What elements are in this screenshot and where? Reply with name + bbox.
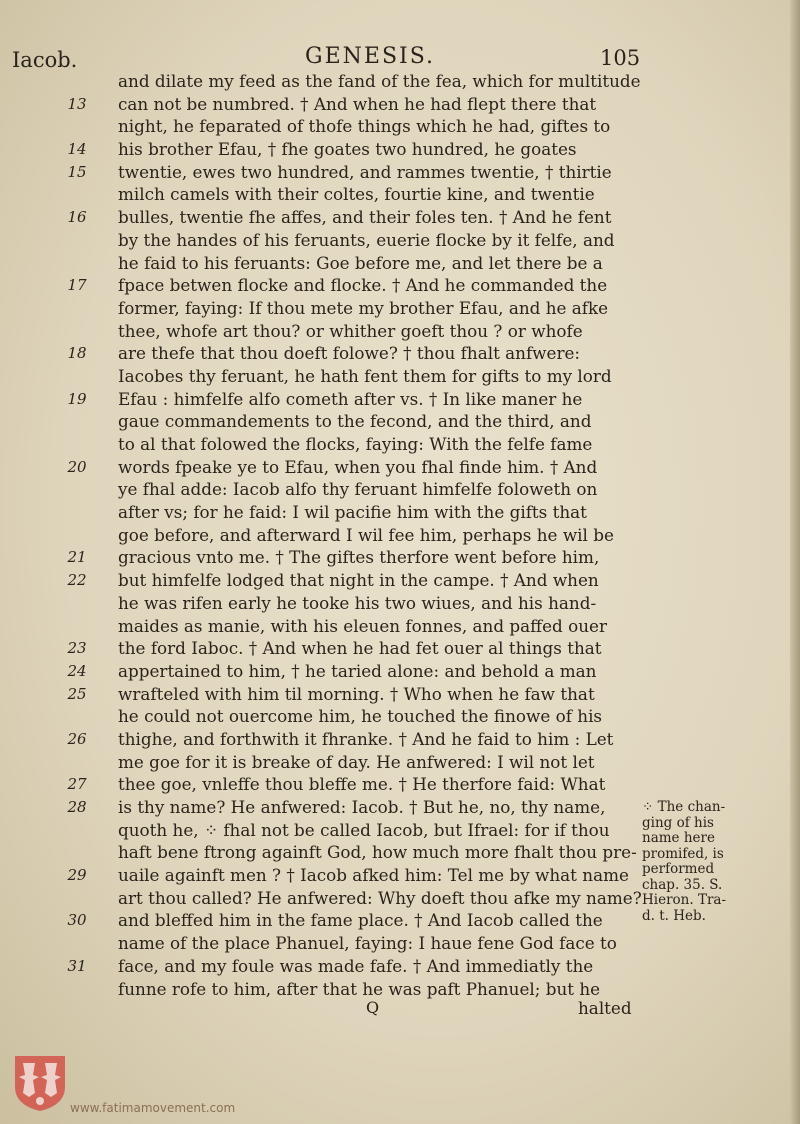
note-line: name here xyxy=(642,830,715,846)
text-line xyxy=(67,161,650,184)
text-line xyxy=(80,410,650,433)
line-text: art thou called? He anfwered: Why doeft thou afke my name? xyxy=(118,887,642,908)
line-text: Efau : himfelfe alfo cometh after vs. † In like maner he xyxy=(118,388,583,409)
text-line xyxy=(67,637,650,660)
line-text: the ford Iaboc. † And when he had fet ouer al things that xyxy=(118,638,602,659)
verse-number: 15 xyxy=(67,162,87,181)
verse-number: 21 xyxy=(67,548,87,567)
text-line xyxy=(67,683,650,706)
text-line xyxy=(80,297,650,320)
line-text: name of the place Phanuel, faying: I haue fene God face to xyxy=(118,933,617,954)
line-text: his brother Efau, † fhe goates two hundred, he goates xyxy=(118,139,577,160)
text-line xyxy=(80,252,650,275)
text-line xyxy=(80,320,650,343)
text-line xyxy=(67,955,650,978)
text-line xyxy=(80,841,650,864)
line-text: gaue commandements to the fecond, and the third, and xyxy=(118,411,592,432)
line-text: haft bene ftrong againft God, how much more fhalt thou pre- xyxy=(118,842,637,863)
line-text: night, he feparated of thofe things which he had, giftes to xyxy=(118,116,611,137)
line-text: is thy name? He anfwered: Iacob. † But he, no, thy name, xyxy=(118,797,606,817)
verse-number: 24 xyxy=(67,661,87,680)
text-line xyxy=(80,115,650,138)
text-line xyxy=(80,751,650,774)
text-line xyxy=(67,93,650,116)
line-text: ye fhal adde: Iacob alfo thy feruant himfelfe foloweth on xyxy=(118,479,598,500)
line-text: thee, whofe art thou? or whither goeft thou ? or whofe xyxy=(118,320,583,341)
text-line xyxy=(80,978,650,1001)
running-head: Iacob. xyxy=(12,48,78,72)
text-line xyxy=(67,909,650,932)
line-text: he was rifen early he tooke his two wiues, and his hand- xyxy=(118,592,597,613)
text-line xyxy=(80,183,650,206)
verse-number: 17 xyxy=(67,276,87,295)
site-url[interactable]: www.fatimamovement.com xyxy=(70,1101,236,1115)
line-text: can not be numbred. † And when he had flept there that xyxy=(118,93,597,114)
line-text: uaile againft men ? † Iacob afked him: Tel me by what name xyxy=(118,865,629,886)
line-text: but himfelfe lodged that night in the campe. † And when xyxy=(118,570,599,591)
verse-number: 28 xyxy=(67,798,87,816)
line-text: face, and my foule was made fafe. † And immediatly the xyxy=(118,955,594,976)
text-line xyxy=(80,524,650,547)
text-line xyxy=(67,864,650,887)
text-line xyxy=(80,705,650,728)
line-text: me goe for it is breake of day. He anfwered: I wil not let xyxy=(118,751,595,772)
text-line xyxy=(80,615,650,638)
line-text: twentie, ewes two hundred, and rammes twentie, † thirtie xyxy=(118,161,612,182)
line-text: by the handes of his feruants, euerie flocke by it felfe, and xyxy=(118,229,615,250)
text-line xyxy=(80,932,650,955)
text-line xyxy=(80,478,650,501)
verse-number: 22 xyxy=(67,571,87,590)
line-text: bulles, twentie fhe affes, and their foles ten. † And he fent xyxy=(118,207,612,228)
text-line xyxy=(80,433,650,456)
text-line xyxy=(67,660,650,683)
note-line: d. t. Heb. xyxy=(642,907,706,924)
line-text: words fpeake ye to Efau, when you fhal finde him. † And xyxy=(118,456,598,477)
note-line: performed xyxy=(642,861,715,877)
marginal-note xyxy=(642,800,772,924)
book-title: GENESIS. xyxy=(305,44,435,69)
note-line: promifed, is xyxy=(642,845,724,862)
line-text: thighe, and forthwith it fhranke. † And he faid to him : Let xyxy=(118,728,614,749)
text-line xyxy=(67,773,650,796)
verse-number: 29 xyxy=(67,866,87,885)
line-text: appertained to him, † he taried alone: and behold a man xyxy=(118,660,597,681)
scripture-text xyxy=(67,70,650,1000)
line-text: funne rofe to him, after that he was paft Phanuel; but he xyxy=(118,978,601,999)
verse-number: 25 xyxy=(67,684,87,703)
text-line xyxy=(67,138,650,161)
text-line xyxy=(67,274,650,297)
verse-number: 23 xyxy=(67,639,87,658)
verse-number: 14 xyxy=(67,140,87,159)
verse-number: 13 xyxy=(67,94,87,113)
line-text: after vs; for he faid: I wil pacifie him with the gifts that xyxy=(118,502,587,523)
line-text: quoth he, ⁘ fhal not be called Iacob, but Ifrael: for if thou xyxy=(118,819,610,840)
line-text: gracious vnto me. † The giftes therfore went before him, xyxy=(118,547,600,568)
line-text: fpace betwen flocke and flocke. † And he commanded the xyxy=(118,275,608,296)
text-line xyxy=(80,592,650,615)
text-line xyxy=(80,501,650,524)
text-line xyxy=(67,206,650,229)
text-line xyxy=(80,819,650,842)
line-text: former, faying: If thou mete my brother Efau, and he afke xyxy=(118,297,609,318)
line-text: are thefe that thou doeft folowe? † thou fhalt anfwere: xyxy=(118,343,581,364)
text-line xyxy=(67,728,650,751)
text-line xyxy=(80,70,650,93)
text-line xyxy=(67,342,650,365)
note-line: Hieron. Tra- xyxy=(642,892,727,908)
line-text: and dilate my feed as the fand of the fea, which for multitude xyxy=(118,71,641,91)
verse-number: 20 xyxy=(67,457,87,476)
line-text: goe before, and afterward I wil fee him, perhaps he wil be xyxy=(118,524,614,545)
text-line xyxy=(80,365,650,388)
text-line xyxy=(67,456,650,479)
line-text: he could not ouercome him, he touched the finowe of his xyxy=(118,706,603,727)
verse-number: 18 xyxy=(67,344,87,363)
text-line xyxy=(67,796,650,819)
line-text: to al that folowed the flocks, faying: With the felfe fame xyxy=(118,434,593,454)
line-text: thee goe, vnleffe thou bleffe me. † He therfore faid: What xyxy=(118,774,606,795)
catchword: halted xyxy=(578,998,632,1018)
line-text: maides as manie, with his eleuen fonnes, and paffed ouer xyxy=(118,615,607,636)
note-line: ⁘ The chan- xyxy=(642,799,726,815)
text-line xyxy=(67,388,650,411)
verse-number: 31 xyxy=(67,956,87,975)
verse-number: 26 xyxy=(67,729,87,748)
text-line xyxy=(67,546,650,569)
verse-number: 27 xyxy=(67,775,87,794)
line-text: wrafteled with him til morning. † Who when he faw that xyxy=(118,683,595,704)
note-line: ging of his xyxy=(642,814,714,831)
line-text: milch camels with their coltes, fourtie kine, and twentie xyxy=(118,184,595,205)
line-text: he faid to his feruants: Goe before me, and let there be a xyxy=(118,252,603,273)
page-edge xyxy=(790,0,800,1124)
fatima-movement-logo[interactable] xyxy=(12,1053,68,1113)
page-number: 105 xyxy=(600,46,641,70)
text-line xyxy=(67,569,650,592)
text-line xyxy=(80,887,650,910)
text-line xyxy=(80,229,650,252)
verse-number: 30 xyxy=(67,911,87,930)
verse-number: 16 xyxy=(67,208,87,227)
line-text: and bleffed him in the fame place. † And Iacob called the xyxy=(118,910,603,931)
signature-mark: Q xyxy=(366,998,380,1017)
verse-number: 19 xyxy=(67,389,87,408)
line-text: Iacobes thy feruant, he hath fent them for gifts to my lord xyxy=(118,365,612,386)
note-line: chap. 35. S. xyxy=(642,876,723,893)
